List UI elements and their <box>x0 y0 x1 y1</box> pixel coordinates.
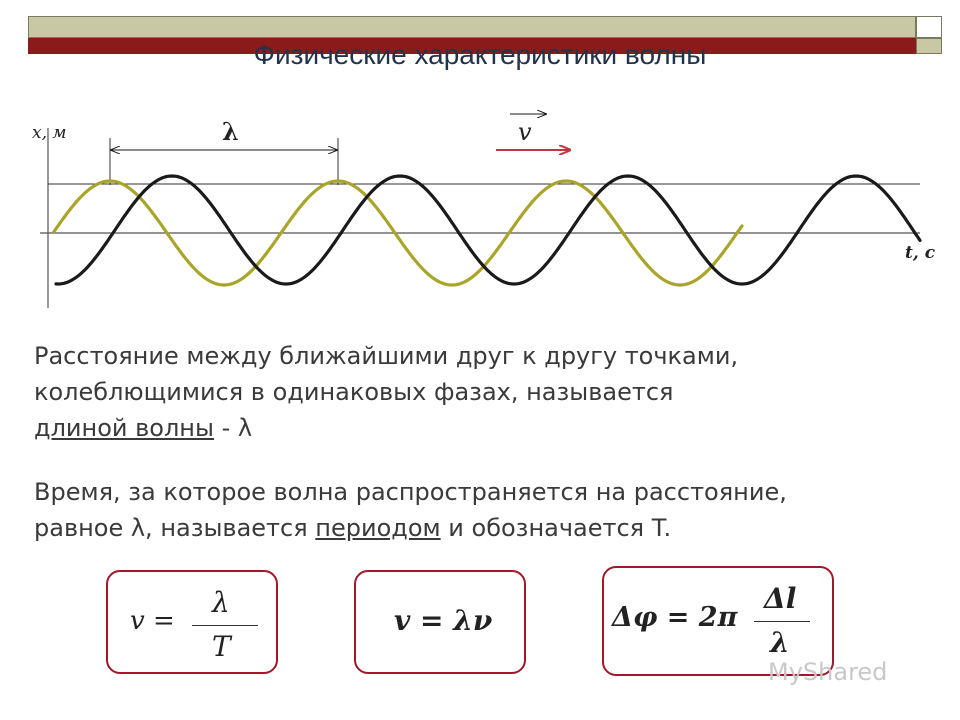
wavelength-suffix: - λ <box>213 414 253 442</box>
definition-period-line2 <box>34 510 787 546</box>
x-axis-label: t, с <box>905 243 936 263</box>
formula-box-velocity-period <box>106 570 278 674</box>
formula3-fraction-bar <box>754 621 810 622</box>
formula-box-velocity-frequency <box>354 570 526 674</box>
formula1-fraction-bar <box>192 625 258 626</box>
wavelength-term: длиной волны <box>34 414 214 442</box>
definition-period-line1: Время, за которое волна распространяется на расстояние, <box>34 478 787 506</box>
formula3-lhs: Δφ = 2π <box>612 602 738 633</box>
definition-period <box>34 474 787 546</box>
definition-wavelength <box>34 338 738 446</box>
slide-title: Физические характеристики волны <box>253 39 707 70</box>
formula1-denominator: T <box>212 630 231 663</box>
y-axis-label: x, м <box>32 123 67 143</box>
formula1-lhs: v = <box>130 606 175 636</box>
period-term: периодом <box>315 514 441 542</box>
velocity-label: v <box>518 118 532 146</box>
formula3-denominator: λ <box>770 626 790 659</box>
black-wave-curve <box>56 176 920 284</box>
lambda-label: λ <box>222 117 239 146</box>
formula2-text: v = λν <box>394 604 493 637</box>
definition-wavelength-line2: колеблющимися в одинаковых фазах, называется <box>34 378 674 406</box>
period-suffix: и обозначается T. <box>440 514 672 542</box>
watermark-logo: MyShared <box>768 658 888 686</box>
formula3-numerator: Δl <box>764 582 797 615</box>
definition-wavelength-line1: Расстояние между ближайшими друг к другу точками, <box>34 342 739 370</box>
definition-wavelength-line3 <box>34 410 738 446</box>
formula1-numerator: λ <box>212 586 230 619</box>
period-prefix: равное λ, называется <box>34 514 316 542</box>
